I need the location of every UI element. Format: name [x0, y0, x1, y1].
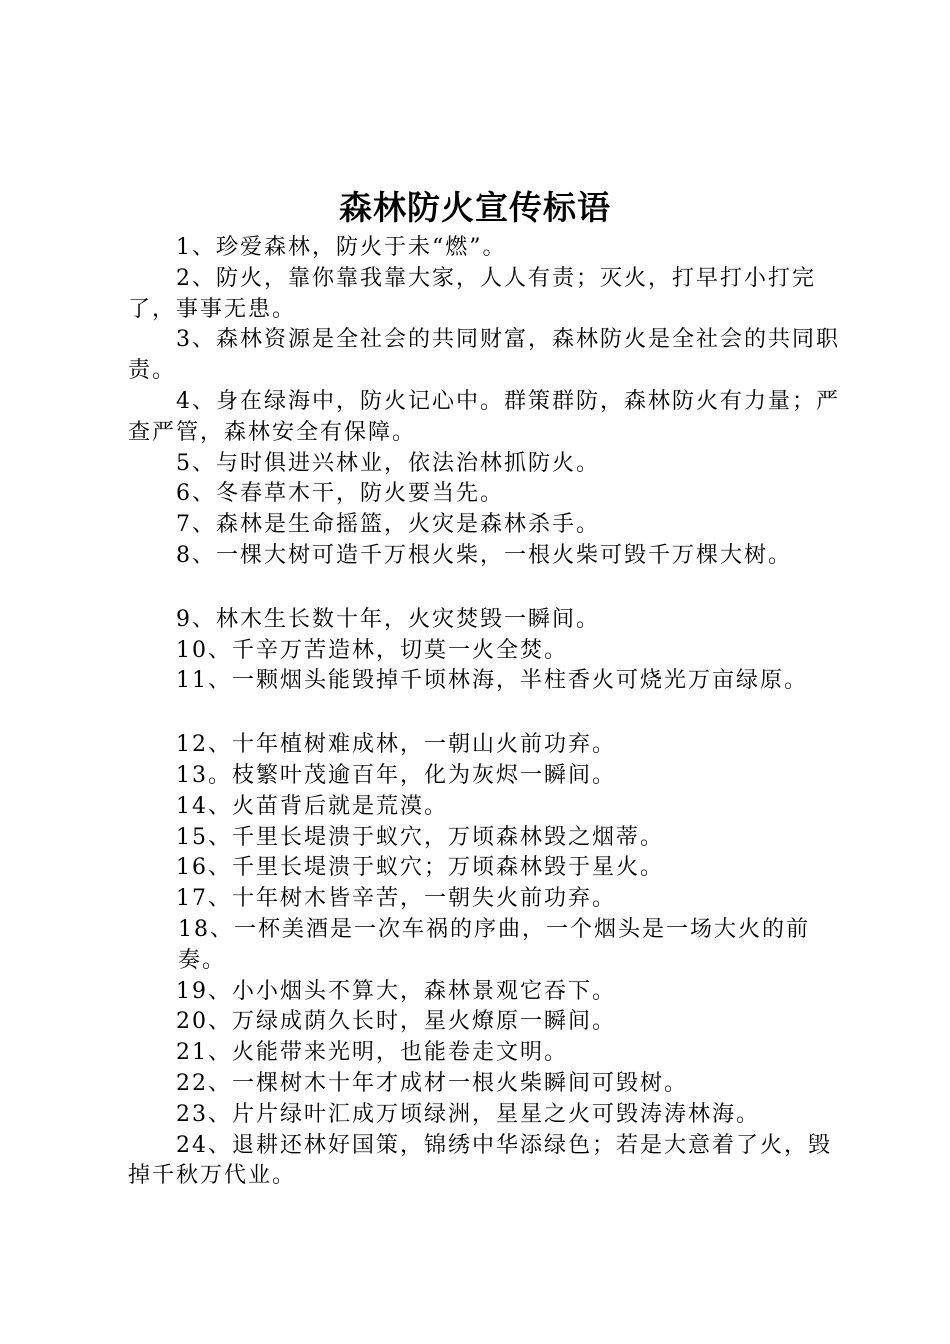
slogan-item-24: 24、退耕还林好国策，锦绣中华添绿色；若是大意着了火，毁掉千秋万代业。 — [128, 1132, 832, 1189]
slogan-item-14: 14、火苗背后就是荒漠。 — [176, 793, 448, 819]
slogan-item-18: 18、一杯美酒是一次车祸的序曲，一个烟头是一场大火的前奏。 — [178, 916, 810, 973]
slogan-item-11: 11、一颗烟头能毁掉千顷林海，半柱香火可烧光万亩绿原。 — [176, 668, 808, 694]
slogan-item-17: 17、十年树木皆辛苦，一朝失火前功弃。 — [176, 886, 616, 912]
slogan-item-9: 9、林木生长数十年，火灾焚毁一瞬间。 — [176, 606, 600, 632]
slogan-item-23: 23、片片绿叶汇成万顷绿洲，星星之火可毁涛涛林海。 — [176, 1101, 760, 1127]
slogan-item-20: 20、万绿成荫久长时，星火燎原一瞬间。 — [176, 1009, 616, 1035]
slogan-item-6: 6、冬春草木干，防火要当先。 — [176, 481, 504, 507]
slogan-item-12: 12、十年植树难成林，一朝山火前功弃。 — [176, 732, 616, 758]
slogan-item-7: 7、森林是生命摇篮，火灾是森林杀手。 — [176, 512, 600, 538]
document-title: 森林防火宣传标语 — [339, 188, 611, 227]
slogan-item-3: 3、森林资源是全社会的共同财富，森林防火是全社会的共同职责。 — [128, 327, 840, 384]
slogan-item-1: 1、珍爱森林，防火于未“燃”。 — [176, 235, 507, 260]
slogan-item-2: 2、防火，靠你靠我靠大家，人人有责；灭火，打早打小打完了，事事无患。 — [128, 265, 816, 322]
slogan-item-13: 13。枝繁叶茂逾百年，化为灰烬一瞬间。 — [176, 762, 616, 788]
slogan-item-19: 19、小小烟头不算大，森林景观它吞下。 — [176, 978, 616, 1004]
slogan-item-8: 8、一棵大树可造千万根火柴，一根火柴可毁千万棵大树。 — [176, 542, 792, 568]
slogan-item-5: 5、与时俱进兴林业，依法治林抓防火。 — [176, 450, 600, 476]
slogan-item-21: 21、火能带来光明，也能卷走文明。 — [176, 1040, 568, 1066]
slogan-item-15: 15、千里长堤溃于蚁穴，万顷森林毁之烟蒂。 — [176, 824, 664, 850]
slogan-list — [128, 233, 848, 1192]
slogan-item-4: 4、身在绿海中，防火记心中。群策群防，森林防火有力量；严查严管，森林安全有保障。 — [128, 388, 840, 445]
slogan-item-22: 22、一棵树木十年才成材一根火柴瞬间可毁树。 — [176, 1070, 688, 1096]
slogan-item-10: 10、千辛万苦造林，切莫一火全焚。 — [176, 637, 568, 663]
slogan-item-16: 16、千里长堤溃于蚁穴；万顷森林毁于星火。 — [176, 855, 664, 881]
